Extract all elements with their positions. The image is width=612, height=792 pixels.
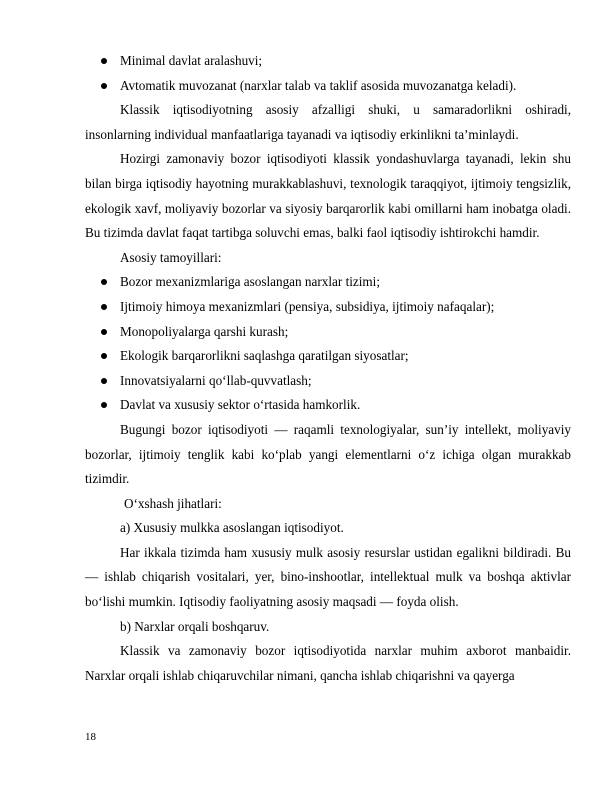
similarities-heading: O‘xshash jihatlari: [124, 495, 222, 511]
list-item-text: Monopoliyalarga qarshi kurash; [120, 323, 289, 339]
list-item [85, 344, 571, 369]
list-item [85, 369, 571, 394]
bullet-icon [101, 402, 107, 408]
principles-heading: Asosiy tamoyillari: [120, 249, 222, 265]
paragraph-point-a: Har ikkala tizimda ham xususiy mulk asosiy resurslar ustidan egalikni bildiradi. Bu — ishlab chiqarish vositalari, yer, bino-inshootlar, intellektual mulk va boshqa aktivlar bo‘lishi mumkin. Iqtisodiy faoliyatning asosiy maqsadi — foyda olish. [85, 544, 571, 610]
list-item-text: Bozor mexanizmlariga asoslangan narxlar tizimi; [120, 274, 380, 290]
bullet-icon [101, 329, 107, 335]
list-item [85, 270, 571, 295]
bullet-icon [101, 353, 107, 359]
bullet-icon [101, 83, 107, 89]
paragraph-today: Bugungi bozor iqtisodiyoti — raqamli texnologiyalar, sun’iy intellekt, moliyaviy bozorlar, ijtimoiy tenglik kabi ko‘plab yangi elementlarni o‘z ichiga olgan murakkab tizimdir. [85, 421, 571, 487]
list-item [85, 74, 571, 99]
list-item [85, 49, 571, 74]
list-item-text: Davlat va xususiy sektor o‘rtasida hamkorlik. [120, 397, 361, 413]
page-number: 18 [85, 731, 96, 743]
point-b-title: b) Narxlar orqali boshqaruv. [120, 618, 270, 634]
document-page [85, 49, 571, 688]
list-item-text: Minimal davlat aralashuvi; [120, 53, 263, 68]
bullet-icon [101, 378, 107, 384]
list-item [85, 320, 571, 345]
bullet-icon [101, 279, 107, 285]
list-item-text: Innovatsiyalarni qo‘llab-quvvatlash; [120, 372, 312, 388]
paragraph-point-b: Klassik va zamonaviy bozor iqtisodiyotida narxlar muhim axborot manbaidir. Narxlar orqali ishlab chiqaruvchilar nimani, qancha ishlab chiqarishni va qayerga [85, 643, 571, 683]
bullet-icon [101, 304, 107, 310]
list-item-text: Ekologik barqarorlikni saqlashga qaratilgan siyosatlar; [120, 348, 409, 364]
paragraph-modern-economy: Hozirgi zamonaviy bozor iqtisodiyoti klassik yondashuvlarga tayanadi, lekin shu bilan birga iqtisodiy hayotning murakkablashuvi, texnologik taraqqiyot, ijtimoiy tengsizlik, ekologik xavf, moliyaviy bozorlar va siyosiy barqarorlik kabi omillarni ham inobatga oladi. Bu tizimda davlat faqat tartibga soluvchi emas, balki faol iqtisodiy ishtirokchi hamdir. [85, 151, 571, 241]
list-item-text: Avtomatik muvozanat (narxlar talab va taklif asosida muvozanatga keladi). [120, 77, 517, 93]
list-item [85, 393, 571, 418]
bullet-icon [101, 58, 107, 64]
paragraph-advantage: Klassik iqtisodiyotning asosiy afzalligi shuki, u samaradorlikni oshiradi, insonlarning individual manfaatlariga tayanadi va iqtisodiy erkinlikni ta’minlaydi. [85, 102, 571, 142]
list-item [85, 295, 571, 320]
list-item-text: Ijtimoiy himoya mexanizmlari (pensiya, subsidiya, ijtimoiy nafaqalar); [120, 298, 495, 314]
point-a-title: a) Xususiy mulkka asoslangan iqtisodiyot. [120, 520, 344, 536]
